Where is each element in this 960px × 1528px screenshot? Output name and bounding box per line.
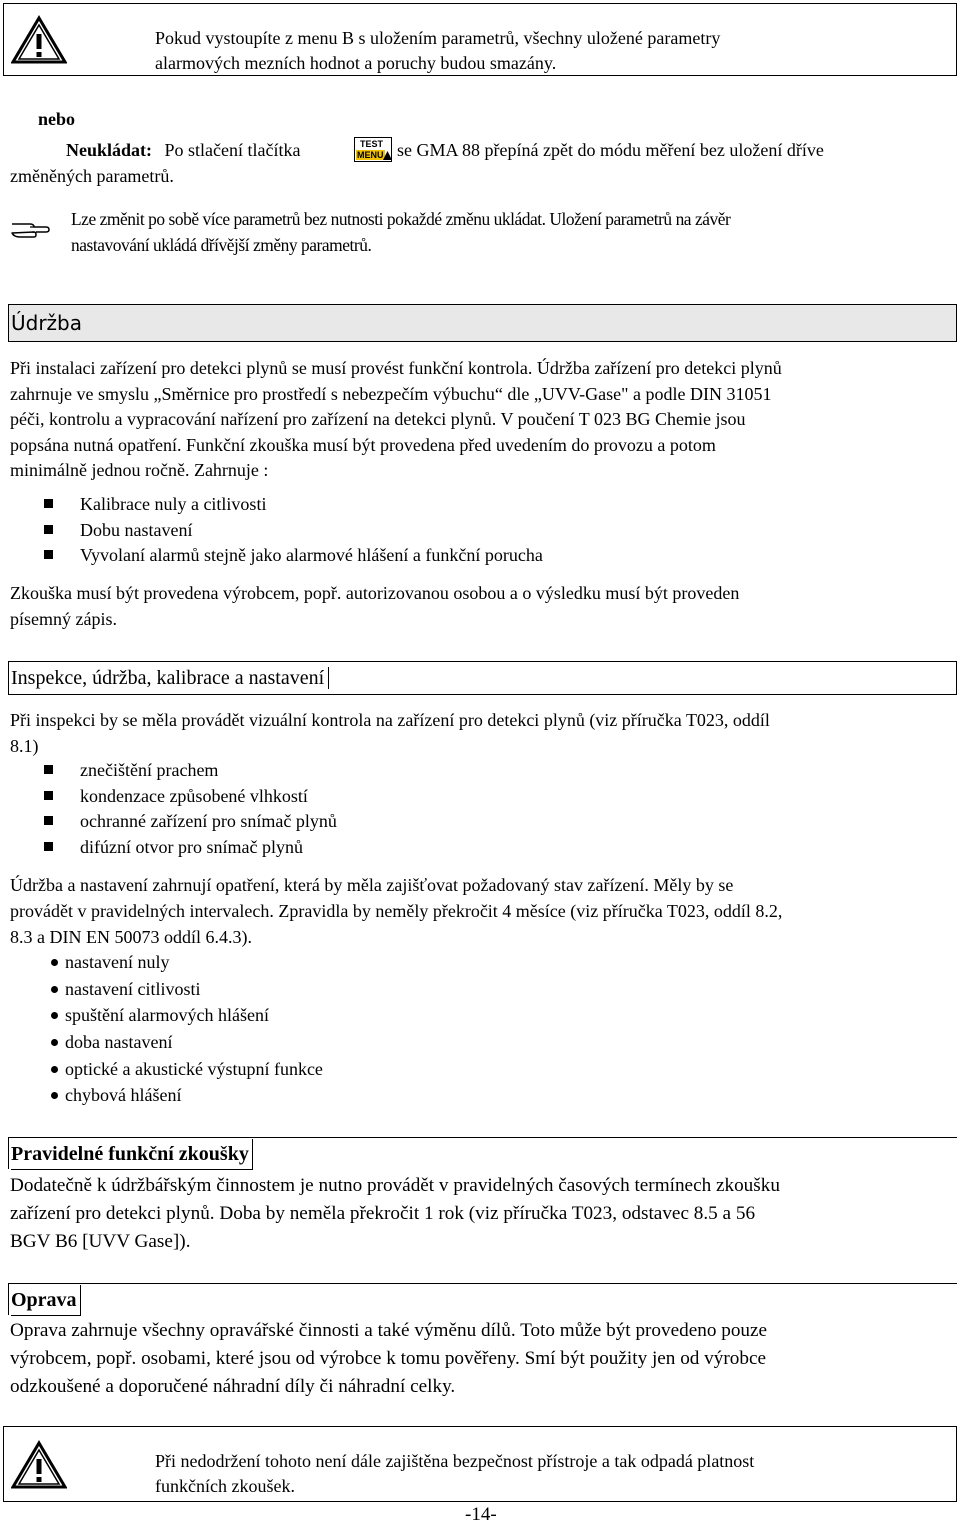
inspekce-list	[44, 758, 337, 860]
list-item: Dobu nastavení	[44, 518, 543, 544]
list-item: znečištění prachem	[44, 758, 337, 784]
inspekce-line1: Údržba a nastavení zahrnují opatření, která by měla zajišťovat požadovaný stav zařízení. Měly by se	[10, 875, 734, 895]
oprava-line2: výrobcem, popř. osobami, které jsou od výrobce k tomu pověřeny. Smí být použity jen od výrobce	[10, 1348, 766, 1369]
warning-triangle-icon	[11, 15, 67, 65]
pointing-hand-icon	[10, 218, 50, 240]
udrzba-line2: zahrnuje ve smyslu „Směrnice pro prostředí s nebezpečím výbuchu“ dle „UVV-Gase" a podle DIN 31051	[10, 383, 772, 404]
page-number: -14-	[465, 1504, 497, 1525]
menu-button-label: MENU	[357, 150, 384, 160]
hint-line1: Lze změnit po sobě více parametrů bez nutnosti pokaždé změnu ukládat. Uložení parametrů na závěr	[71, 209, 731, 229]
list-item: nastavení citlivosti	[44, 976, 323, 1003]
udrzba-line5: minimálně jednou ročně. Zahrnuje :	[10, 460, 269, 480]
pravidelne-line2: zařízení pro detekci plynů. Doba by neměla překročit 1 rok (viz příručka T023, odstavec 8.5 a 56	[10, 1203, 756, 1224]
neukladat-before-button: Po stlačení tlačítka	[164, 140, 301, 160]
bottom-warning-line1: Při nedodržení tohoto není dále zajištěna bezpečnost přístroje a tak odpadá platnost	[155, 1451, 755, 1471]
pravidelne-heading-text: Pravidelné funkční zkoušky	[11, 1139, 253, 1170]
inspekce-intro-line2: 8.1)	[10, 736, 39, 756]
list-item: ochranné zařízení pro snímač plynů	[44, 809, 337, 835]
hint-line2: nastavování ukládá dřívější změny parametrů.	[71, 235, 372, 255]
inspekce-intro-line1: Při inspekci by se měla provádět vizuální kontrola na zařízení pro detekci plynů (viz příručka T023, oddíl	[10, 710, 770, 730]
list-item: chybová hlášení	[44, 1082, 323, 1109]
list-item: spuštění alarmových hlášení	[44, 1002, 323, 1029]
nebo-label: nebo	[38, 109, 76, 129]
inspekce-heading-text: Inspekce, údržba, kalibrace a nastavení	[11, 667, 329, 689]
list-item: nastavení nuly	[44, 949, 323, 976]
udrzba-paragraph	[10, 355, 953, 483]
triangle-up-icon	[383, 151, 392, 160]
udrzba-line4: popsána nutná opatření. Funkční zkouška musí být provedena před uvedením do provozu a potom	[10, 434, 716, 455]
section-pravidelne-heading	[8, 1137, 957, 1169]
neukladat-line2: změněných parametrů.	[10, 166, 174, 186]
oprava-line1: Oprava zahrnuje všechny opravářské činnosti a také výměnu dílů. Toto může být provedeno pouze	[10, 1320, 768, 1341]
udrzba-heading-text: Údržba	[11, 311, 83, 335]
neukladat-label: Neukládat:	[66, 140, 153, 160]
list-item: optické a akustické výstupní funkce	[44, 1056, 323, 1083]
list-item: kondenzace způsobené vlhkostí	[44, 784, 337, 810]
udrzba-closing-line2: písemný zápis.	[10, 609, 117, 629]
oprava-heading-text: Oprava	[11, 1285, 81, 1316]
list-item: difúzní otvor pro snímač plynů	[44, 835, 337, 861]
neukladat-after-button: se GMA 88 přepíná zpět do módu měření bez uložení dříve	[397, 140, 824, 160]
udrzba-closing	[10, 580, 953, 632]
test-menu-button-icon	[354, 137, 392, 162]
inspekce-line2: provádět v pravidelných intervalech. Zpravidla by neměly překročit 4 měsíce (viz příručka T023, oddíl 8.2,	[10, 901, 783, 921]
warning-triangle-icon	[11, 1440, 67, 1490]
section-inspekce-heading	[8, 661, 957, 695]
inspekce-intro	[10, 707, 953, 759]
udrzba-closing-line1: Zkouška musí být provedena výrobcem, popř. autorizovanou osobou a o výsledku musí být proveden	[10, 583, 740, 603]
pravidelne-paragraph	[10, 1172, 953, 1256]
inspekce-bullets	[44, 949, 323, 1109]
section-oprava-heading	[8, 1283, 957, 1315]
udrzba-list	[44, 492, 543, 569]
bottom-warning-line2: funkčních zkoušek.	[155, 1476, 295, 1496]
top-warning-line2: alarmových mezních hodnot a poruchy budou smazány.	[155, 53, 557, 73]
test-button-label: TEST	[360, 139, 384, 149]
list-item: Vyvolaní alarmů stejně jako alarmové hlášení a funkční porucha	[44, 543, 543, 569]
udrzba-line1: Při instalaci zařízení pro detekci plynů se musí provést funkční kontrola. Údržba zařízení pro detekci plynů	[10, 358, 782, 378]
inspekce-paragraph	[10, 872, 953, 950]
bottom-warning-box	[3, 1426, 957, 1502]
pravidelne-line1: Dodatečně k údržbářským činnostem je nutno provádět v pravidelných časových termínech zkoušku	[10, 1175, 780, 1196]
list-item: doba nastavení	[44, 1029, 323, 1056]
oprava-line3: odzkoušené a doporučené náhradní díly či náhradní celky.	[10, 1376, 456, 1397]
top-warning-line1: Pokud vystoupíte z menu B s uložením parametrů, všechny uložené parametry	[155, 28, 721, 48]
inspekce-line3: 8.3 a DIN EN 50073 oddíl 6.4.3).	[10, 927, 252, 947]
udrzba-line3: péči, kontrolu a vypracování nařízení pro zařízení na detekci plynů. V poučení T 023 BG Chemie jsou	[10, 409, 746, 429]
list-item: Kalibrace nuly a citlivosti	[44, 492, 543, 518]
oprava-paragraph	[10, 1317, 953, 1401]
section-udrzba-heading	[8, 304, 957, 342]
top-warning-box	[3, 3, 957, 76]
pravidelne-line3: BGV B6 [UVV Gase]).	[10, 1231, 191, 1252]
